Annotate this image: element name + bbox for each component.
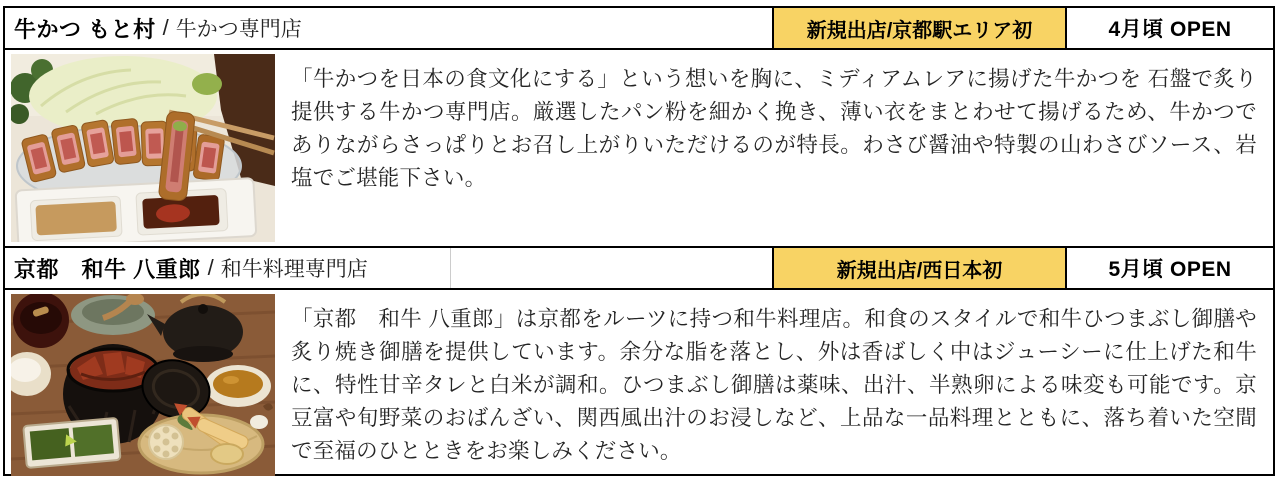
restaurant-2-description: 「京都 和牛 八重郎」は京都をルーツに持つ和牛料理店。和食のスタイルで和牛ひつまぶし御膳や炙り焼き御膳を提供しています。余分な脂を落とし、外は香ばしく中はジューシーに仕上げた和牛に、特性甘辛タレと白米が調和。ひつまぶし御膳は薬味、出汁、半熟卵による味変も可能です。京豆富や旬野菜のおばんざい、関西風出汁のお浸しなど、上品な一品料理とともに、落ち着いた空間で至福のひとときをお楽しみください。	[291, 307, 1257, 463]
restaurant-1-header-row	[5, 8, 1273, 50]
restaurant-2-name: 京都 和牛 八重郎	[14, 256, 201, 282]
new-store-badge: 新規出店/西日本初	[772, 248, 1067, 288]
restaurant-2-category: 和牛料理専門店	[220, 258, 368, 281]
restaurant-2-open-date: 5月頃 OPEN	[1108, 258, 1232, 281]
restaurant-2-photo	[11, 294, 275, 476]
gyukatsu-photo-illustration	[11, 54, 275, 242]
restaurant-2-content-row	[5, 290, 1273, 474]
restaurant-2-header-row	[5, 248, 1273, 290]
restaurant-1-photo	[11, 54, 275, 242]
restaurant-1-description: 「牛かつを日本の食文化にする」という想いを胸に、ミディアムレアに揚げた牛かつを 石盤で炙り提供する牛かつ専門店。厳選したパン粉を細かく挽き、薄い衣をまとわせて揚げるため、牛かつでありながらさっぱりとお召し上がりいただけるのが特長。わさび醤油や特製の山わさびソース、岩塩でご堪能下さい。	[291, 67, 1257, 190]
title-separator: /	[207, 255, 214, 280]
restaurant-2-title-cell	[5, 248, 451, 288]
hitsumabushi-photo-illustration	[11, 294, 275, 476]
title-separator: /	[162, 15, 169, 40]
restaurant-1-category: 牛かつ専門店	[175, 18, 302, 41]
header-empty-cell	[451, 248, 772, 288]
restaurant-1-name: 牛かつ もと村	[14, 16, 156, 42]
new-store-badge: 新規出店/京都駅エリア初	[772, 8, 1067, 48]
restaurant-1-content-row	[5, 50, 1273, 248]
restaurant-table	[3, 6, 1275, 476]
restaurant-1-title-cell	[5, 8, 772, 48]
restaurant-1-open-date: 4月頃 OPEN	[1108, 18, 1232, 41]
